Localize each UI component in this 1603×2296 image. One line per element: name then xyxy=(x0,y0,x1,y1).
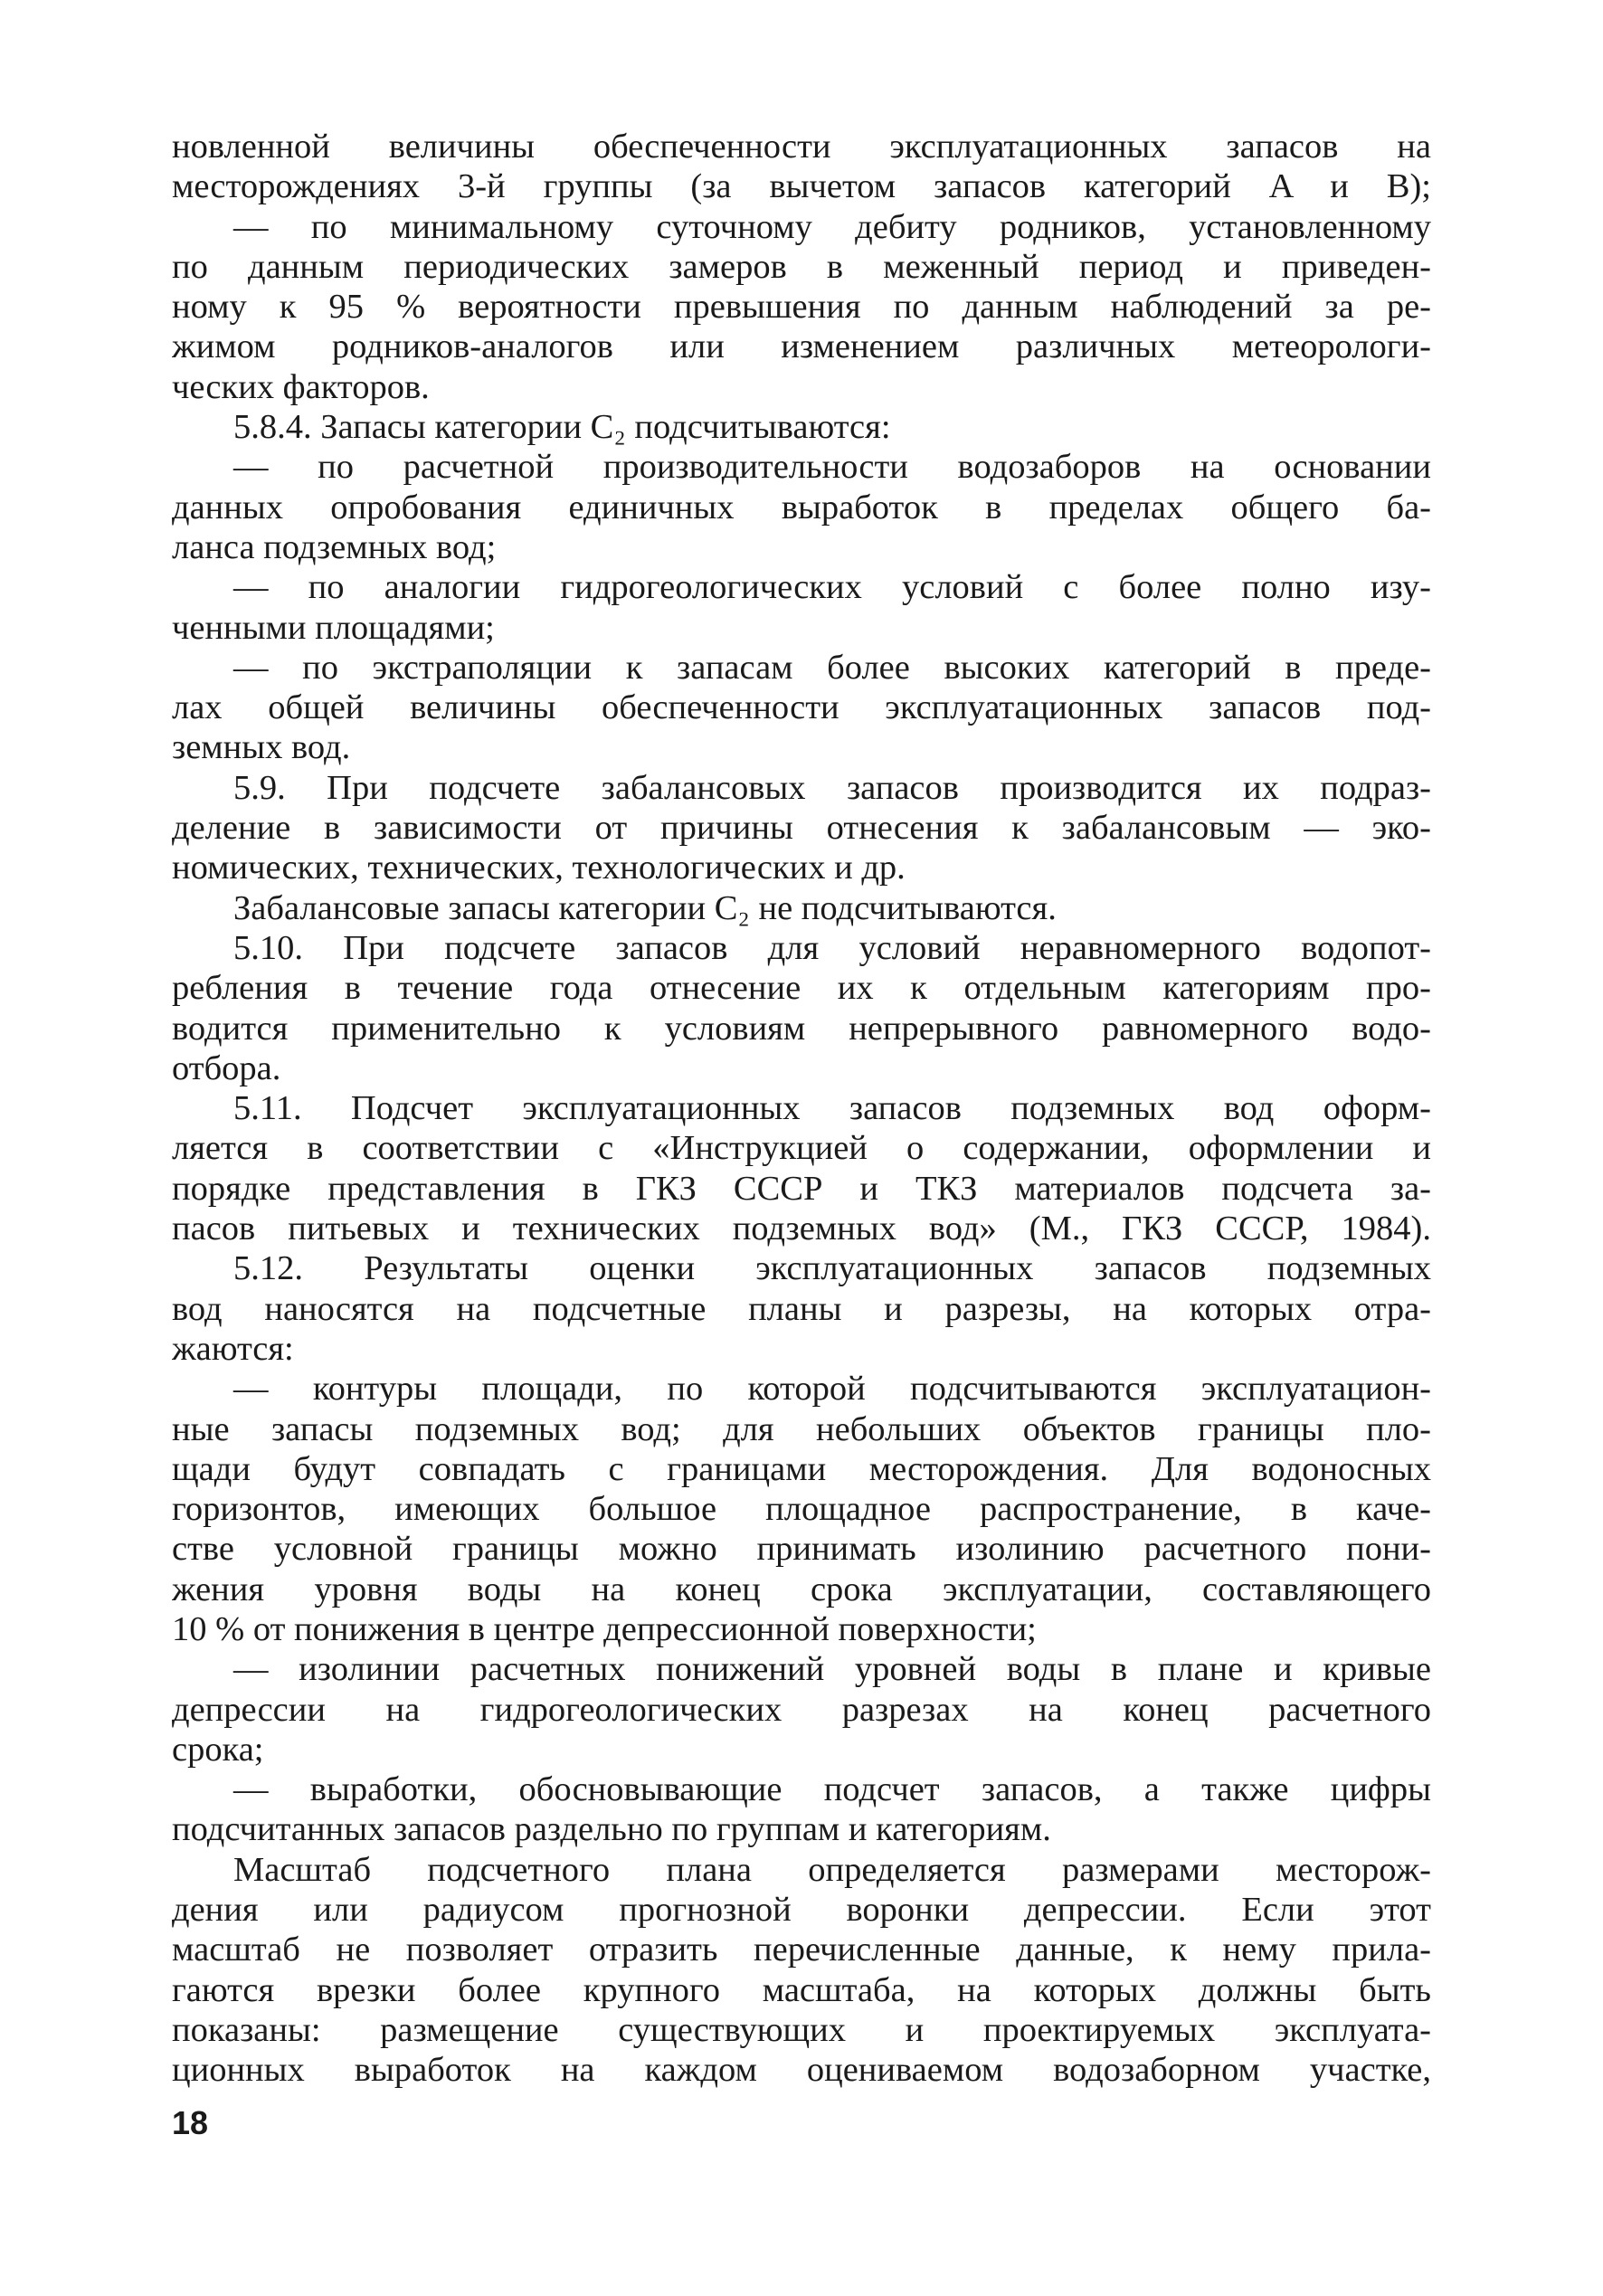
text-line: — по экстраполяции к запасам более высоких категорий в преде- xyxy=(233,648,1431,687)
text-line: порядке представления в ГКЗ СССР и ТКЗ материалов подсчета за- xyxy=(172,1169,1431,1208)
text-line: по данным периодических замеров в меженный период и приведен- xyxy=(172,247,1431,286)
text-line: 5.9. При подсчете забалансовых запасов производится их подраз- xyxy=(233,768,1431,807)
text-line: — изолинии расчетных понижений уровней воды в плане и кривые xyxy=(233,1650,1431,1689)
text-line: жаются: xyxy=(172,1329,294,1368)
text-line: данных опробования единичных выработок в пределах общего ба- xyxy=(172,488,1431,527)
text-line: показаны: размещение существующих и проектируемых эксплуата- xyxy=(172,2010,1431,2049)
text-line: дения или радиусом прогнозной воронки депрессии. Если этот xyxy=(172,1891,1431,1930)
text-line: 5.11. Подсчет эксплуатационных запасов подземных вод оформ- xyxy=(233,1089,1431,1128)
text-line: Забалансовые запасы категории C₂ не подсчитываются. xyxy=(233,888,1057,927)
text-line: — по аналогии гидрогеологических условий с более полно изу- xyxy=(233,568,1431,607)
text-line: новленной величины обеспеченности эксплуатационных запасов на xyxy=(172,128,1431,166)
text-line: ные запасы подземных вод; для небольших объектов границы пло- xyxy=(172,1409,1431,1448)
text-line: — по расчетной производительности водозаборов на основании xyxy=(233,448,1431,487)
text-line: ческих факторов. xyxy=(172,367,430,406)
text-line: срока; xyxy=(172,1730,264,1769)
text-line: жения уровня воды на конец срока эксплуатации, составляющего xyxy=(172,1570,1431,1608)
text-line: отбора. xyxy=(172,1048,281,1087)
text-line: 5.8.4. Запасы категории C₂ подсчитываются: xyxy=(233,408,891,447)
text-line: масштаб не позволяет отразить перечисленные данные, к нему прила- xyxy=(172,1931,1431,1969)
text-line: щади будут совпадать с границами месторождения. Для водоносных xyxy=(172,1449,1431,1488)
text-line: горизонтов, имеющих большое площадное распространение, в каче- xyxy=(172,1490,1431,1529)
text-line: Масштаб подсчетного плана определяется размерами месторож- xyxy=(233,1850,1431,1889)
text-line: ционных выработок на каждом оцениваемом водозаборном участке, xyxy=(172,2051,1431,2090)
text-line: ланса подземных вод; xyxy=(172,527,497,566)
text-line: земных вод. xyxy=(172,728,351,767)
text-line: гаются врезки более крупного масштаба, на которых должны быть xyxy=(172,1970,1431,2009)
text-line: лах общей величины обеспеченности эксплуатационных запасов под- xyxy=(172,688,1431,727)
text-line: номических, технических, технологических и др. xyxy=(172,849,906,887)
text-line: деление в зависимости от причины отнесения к забалансовым — эко- xyxy=(172,809,1431,848)
text-line: 10 % от понижения в центре депрессионной поверхности; xyxy=(172,1609,1037,1648)
text-line: стве условной границы можно принимать изолинию расчетного пони- xyxy=(172,1530,1431,1569)
text-line: — выработки, обосновывающие подсчет запасов, а также цифры xyxy=(233,1770,1431,1809)
text-line: — по минимальному суточному дебиту родников, установленному xyxy=(233,207,1431,246)
text-line: ченными площадями; xyxy=(172,608,495,647)
text-line: вод наносятся на подсчетные планы и разрезы, на которых отра- xyxy=(172,1289,1431,1328)
text-line: депрессии на гидрогеологических разрезах на конец расчетного xyxy=(172,1690,1431,1729)
text-line: 5.10. При подсчете запасов для условий неравномерного водопот- xyxy=(233,928,1431,967)
text-line: 5.12. Результаты оценки эксплуатационных запасов подземных xyxy=(233,1249,1431,1288)
document-page xyxy=(172,127,1431,2091)
text-line: ребления в течение года отнесение их к отдельным категориям про- xyxy=(172,969,1431,1008)
page-number: 18 xyxy=(172,2104,209,2141)
text-line: водится применительно к условиям непрерывного равномерного водо- xyxy=(172,1009,1431,1048)
text-line: ляется в соответствии с «Инструкцией о содержании, оформлении и xyxy=(172,1129,1431,1168)
text-line: ному к 95 % вероятности превышения по данным наблюдений за ре- xyxy=(172,288,1431,327)
text-line: месторождениях 3-й группы (за вычетом запасов категорий A и B); xyxy=(172,167,1431,206)
text-line: — контуры площади, по которой подсчитываются эксплуатацион- xyxy=(233,1370,1431,1409)
text-line: подсчитанных запасов раздельно по группам и категориям. xyxy=(172,1810,1051,1849)
text-line: пасов питьевых и технических подземных вод» (М., ГКЗ СССР, 1984). xyxy=(172,1210,1431,1248)
text-line: жимом родников-аналогов или изменением различных метеорологи- xyxy=(172,327,1431,366)
